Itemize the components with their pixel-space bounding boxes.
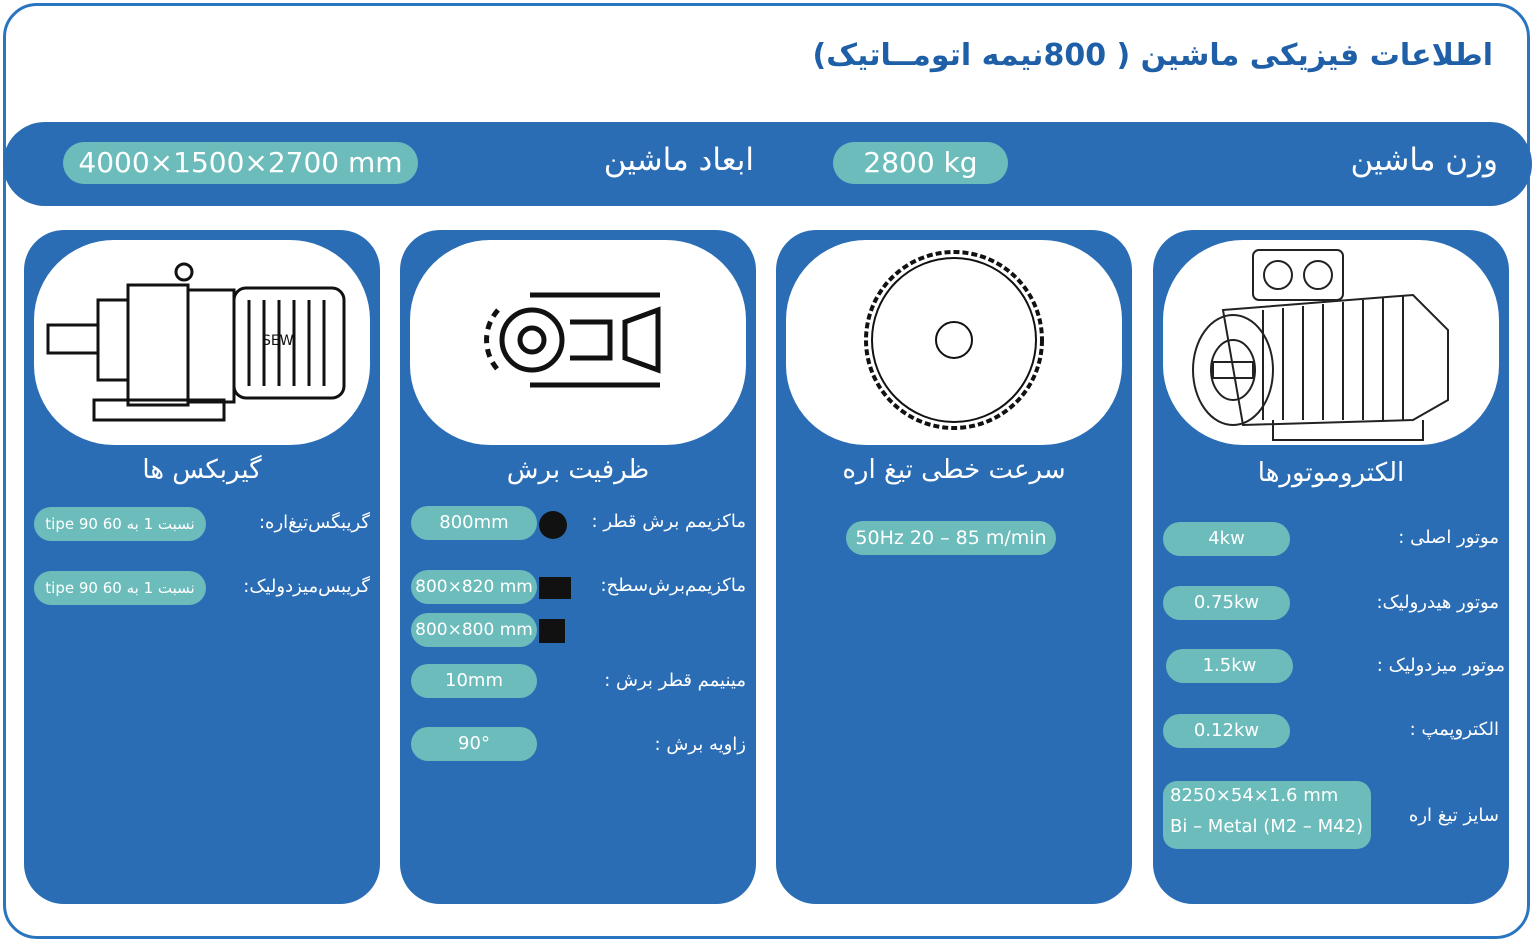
motors-image <box>1163 240 1499 445</box>
electric-motor-icon <box>1163 240 1499 445</box>
gearbox-card <box>24 230 380 904</box>
table-gearbox-label: گریبس‌میزدولیک: <box>243 576 370 597</box>
square-marker <box>539 619 565 643</box>
circle-marker <box>539 511 567 539</box>
svg-text:SEW: SEW <box>262 333 294 349</box>
rectangle-marker <box>539 577 571 599</box>
blade-speed-image <box>786 240 1122 445</box>
min-diameter-value: 10mm <box>411 664 537 698</box>
blade-speed-card <box>776 230 1132 904</box>
cut-angle-value: 90° <box>411 727 537 761</box>
cutting-capacity-icon <box>410 240 746 445</box>
dimensions-label: ابعاد ماشین <box>603 142 754 178</box>
dimensions-value: 4000×1500×2700 mm <box>63 142 418 184</box>
blade-gearbox-label: گریبگس‌تیغ‌اره: <box>258 512 370 533</box>
weight-label: وزن ماشین <box>1350 142 1498 178</box>
max-area-value-2: 800×800 mm <box>411 613 537 647</box>
gearbox-image <box>34 240 370 445</box>
capacity-image <box>410 240 746 445</box>
blade-size-line2: Bi – Metal (M2 – M42) <box>1170 816 1364 837</box>
table-motor-label: موتور میزدولیک : <box>1376 655 1505 676</box>
main-motor-label: موتور اصلی : <box>1398 527 1499 548</box>
saw-blade-icon <box>786 240 1122 445</box>
cut-angle-label: زاویه برش : <box>654 734 746 755</box>
blade-speed-value: 50Hz 20 – 85 m/min <box>846 521 1056 555</box>
gearbox-icon <box>34 240 370 445</box>
blade-gearbox-value: tipe 90 نسبت 1 به 60 <box>34 507 206 541</box>
max-diameter-label: ماکزیمم برش قطر : <box>591 511 746 532</box>
weight-value: 2800 kg <box>833 142 1008 184</box>
electropump-label: الکتروپمپ : <box>1409 719 1499 740</box>
blade-size-label: سایز تیغ اره <box>1408 805 1499 826</box>
hydraulic-motor-value: 0.75kw <box>1163 586 1290 620</box>
max-diameter-value: 800mm <box>411 506 537 540</box>
capacity-card <box>400 230 756 904</box>
blade-size-value <box>1163 781 1371 849</box>
min-diameter-label: مینیمم قطر برش : <box>604 670 746 691</box>
electropump-value: 0.12kw <box>1163 714 1290 748</box>
motors-card <box>1153 230 1509 904</box>
table-gearbox-value: tipe 90 نسبت 1 به 60 <box>34 571 206 605</box>
blade-size-line1: 8250×54×1.6 mm <box>1170 785 1339 806</box>
page-title: اطلاعات فیزیکی ماشین ( 800نیمه اتومــاتیک) <box>812 38 1493 73</box>
max-area-value-1: 800×820 mm <box>411 570 537 604</box>
summary-band <box>3 122 1532 206</box>
hydraulic-motor-label: موتور هیدرولیک: <box>1376 592 1499 613</box>
table-motor-value: 1.5kw <box>1166 649 1293 683</box>
capacity-heading: ظرفیت برش <box>506 455 650 485</box>
gearbox-heading: گیربکس ها <box>142 455 262 485</box>
max-area-label: ماکزیمم‌برش‌سطح: <box>600 575 746 596</box>
blade-speed-heading: سرعت خطی تیغ اره <box>842 455 1066 485</box>
main-motor-value: 4kw <box>1163 522 1290 556</box>
motors-heading: الکتروموتورها <box>1257 458 1405 488</box>
